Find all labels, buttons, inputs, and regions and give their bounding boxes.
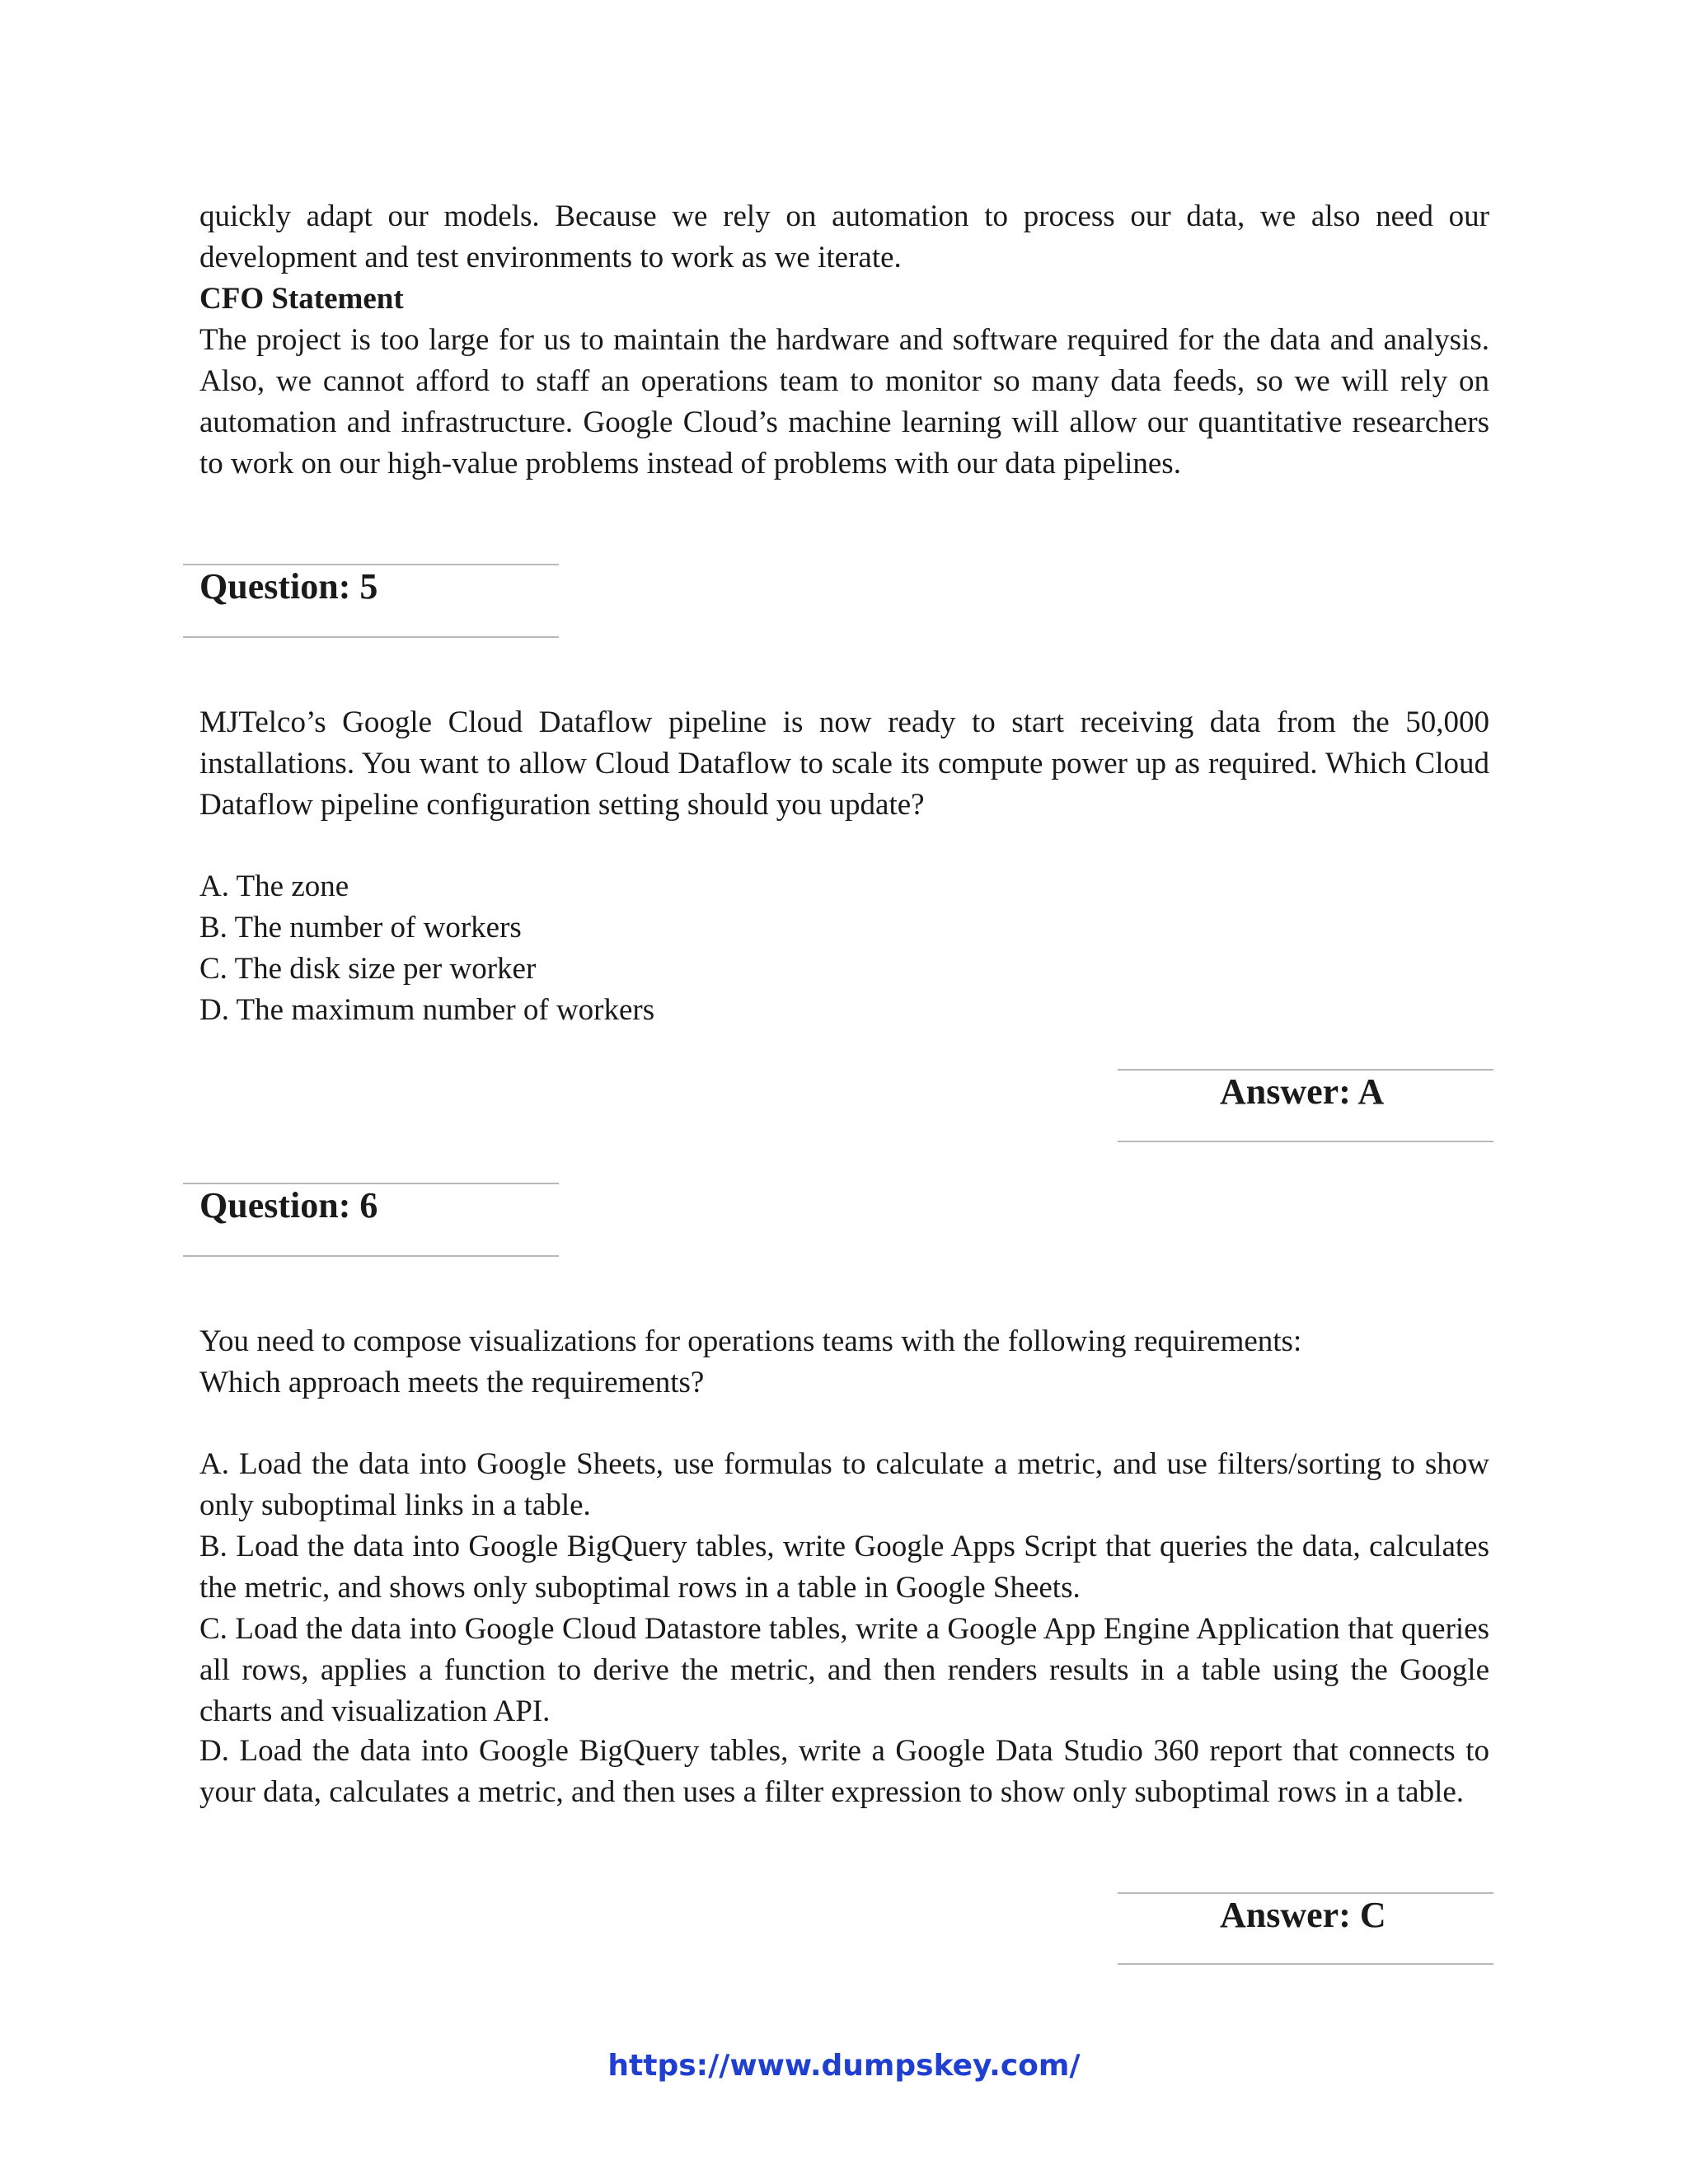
answer-6-bottom-rule bbox=[1118, 1963, 1493, 1965]
question-6-heading: Question: 6 bbox=[199, 1185, 378, 1226]
footer-url-link[interactable]: https://www.dumpskey.com/ bbox=[607, 2049, 1081, 2083]
question-6-option-a: A. Load the data into Google Sheets, use formulas to calculate a metric, and use filters/sorting to show only suboptimal links in a table. bbox=[199, 1447, 1489, 1522]
option-d: D. The maximum number of workers bbox=[199, 993, 655, 1027]
cfo-statement-paragraph: The project is too large for us to maintain the hardware and software required for the data and analysis. Also, we cannot afford to staff an operations team to monitor so many data feeds, so we will rely on automation and infrastructure. Google Cloud’s machine learning will allow our quantitative researchers to work on our high-value problems instead of problems with our data pipelines. bbox=[199, 323, 1489, 480]
answer-6: Answer: C bbox=[1220, 1895, 1386, 1935]
question-6-text-line-2: Which approach meets the requirements? bbox=[199, 1366, 705, 1399]
question-5-top-rule bbox=[183, 564, 559, 565]
question-6-text-line-1: You need to compose visualizations for operations teams with the following requirements: bbox=[199, 1324, 1302, 1358]
intro-paragraph-1: quickly adapt our models. Because we rely on automation to process our data, we also need our development and test environments to work as we iterate. bbox=[199, 199, 1489, 274]
question-5-bottom-rule bbox=[183, 636, 559, 638]
question-6-text bbox=[199, 1321, 1489, 1404]
answer-5: Answer: A bbox=[1220, 1071, 1385, 1112]
question-6-top-rule bbox=[183, 1183, 559, 1184]
question-6-option-d: D. Load the data into Google BigQuery tables, write a Google Data Studio 360 report that connects to your data, calculates a metric, and then uses a filter expression to show only suboptimal rows in a table. bbox=[199, 1734, 1489, 1809]
question-5-text: MJTelco’s Google Cloud Dataflow pipeline is now ready to start receiving data from the 50,000 installations. You want to allow Cloud Dataflow to scale its compute power up as required. Which Cloud Dataflow pipeline configuration setting should you update? bbox=[199, 705, 1489, 822]
option-c: C. The disk size per worker bbox=[199, 952, 537, 986]
question-6-bottom-rule bbox=[183, 1255, 559, 1257]
question-5-heading: Question: 5 bbox=[199, 566, 378, 607]
question-6-option-b: B. Load the data into Google BigQuery tables, write Google Apps Script that queries the data, calculates the metric, and shows only suboptimal rows in a table in Google Sheets. bbox=[199, 1530, 1489, 1605]
answer-6-top-rule bbox=[1118, 1892, 1493, 1894]
option-a: A. The zone bbox=[199, 869, 349, 903]
option-b: B. The number of workers bbox=[199, 911, 522, 944]
question-5-options bbox=[199, 866, 1489, 1031]
cfo-statement-heading: CFO Statement bbox=[199, 282, 404, 316]
answer-5-top-rule bbox=[1118, 1069, 1493, 1071]
question-6-option-c: C. Load the data into Google Cloud Datastore tables, write a Google App Engine Application that queries all rows, applies a function to derive the metric, and then renders results in a table using the Google charts and visualization API. bbox=[199, 1612, 1489, 1728]
answer-5-bottom-rule bbox=[1118, 1141, 1493, 1142]
